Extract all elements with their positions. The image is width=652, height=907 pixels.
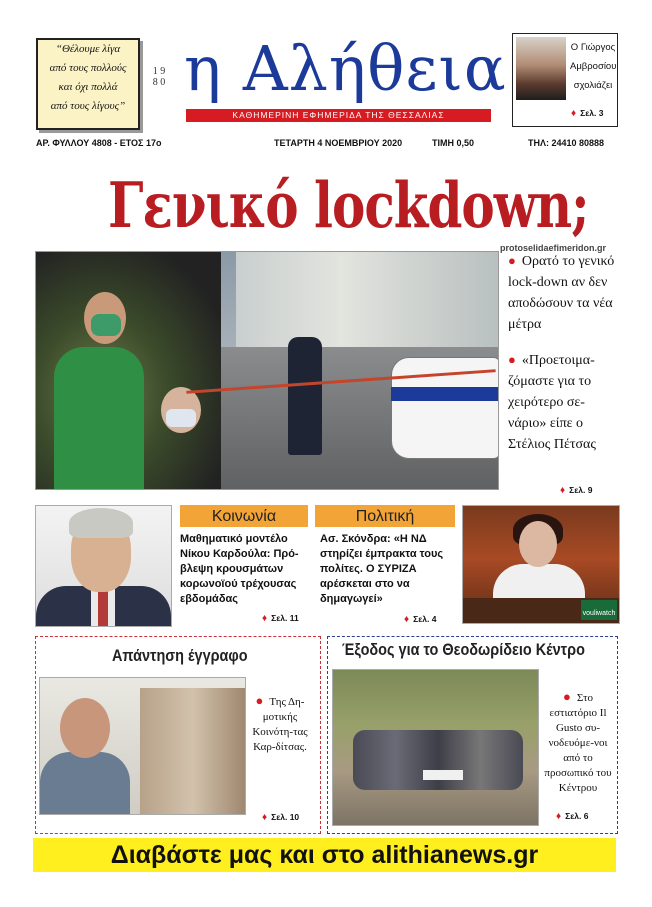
box-title: Έξοδος για το Θεοδωρίδειο Κέντρο bbox=[342, 640, 585, 659]
box-bullet bbox=[542, 689, 614, 796]
photo-police-officer bbox=[288, 337, 322, 455]
photo-mask bbox=[166, 409, 196, 427]
photo-hair bbox=[69, 508, 133, 538]
lead-bullet-text: Ορατό το γενικό lock-down αν δεν αποδώσουν τα νέα μέτρα bbox=[508, 254, 615, 332]
diamond-icon: ♦ bbox=[262, 613, 268, 624]
diamond-icon: ♦ bbox=[560, 485, 566, 496]
society-text[interactable]: Μαθηματικό μοντέλο Νίκου Καρδούλα: Πρό-βλεψη κρουσμάτων κορωνοϊού τρέχουσας εβδομάδας bbox=[180, 533, 299, 605]
diamond-icon: ♦ bbox=[556, 811, 562, 822]
photo-body bbox=[40, 752, 130, 814]
motto-line: “Θέλουμε λίγα bbox=[55, 43, 121, 55]
photo-mask bbox=[91, 314, 121, 336]
photo-buildings bbox=[236, 252, 498, 347]
issue-date: ΤΕΤΑΡΤΗ 4 ΝΟΕΜΒΡΙΟΥ 2020 bbox=[274, 138, 403, 148]
diamond-icon: ♦ bbox=[404, 614, 410, 625]
columnist-text bbox=[570, 38, 616, 95]
bullet-icon: ● bbox=[563, 689, 571, 704]
issue-price: ΤΙΜΗ 0,50 bbox=[432, 138, 475, 148]
motto-box bbox=[36, 38, 140, 130]
society-page-ref[interactable] bbox=[262, 613, 299, 624]
box-photo bbox=[332, 669, 539, 826]
bullet-icon: ● bbox=[255, 693, 264, 708]
photo-face bbox=[519, 521, 557, 567]
photo-face bbox=[60, 698, 110, 758]
lead-bullet bbox=[508, 349, 618, 455]
page-ref-text: Σελ. 11 bbox=[271, 613, 299, 623]
watermark: protoselidaefimeridon.gr bbox=[500, 243, 607, 253]
skondra-photo[interactable] bbox=[462, 505, 620, 624]
story-box-outing[interactable] bbox=[327, 636, 618, 834]
box-photo bbox=[39, 677, 246, 815]
photo-tie bbox=[98, 590, 108, 627]
columnist-photo bbox=[516, 37, 566, 100]
bullet-icon: ● bbox=[508, 253, 516, 268]
founding-year: 1 9 8 0 bbox=[152, 66, 166, 88]
box-page-ref[interactable] bbox=[556, 811, 588, 822]
motto-line: από τους λίγους” bbox=[50, 100, 126, 112]
story-box-document[interactable] bbox=[35, 636, 321, 834]
diamond-icon: ♦ bbox=[262, 812, 268, 823]
photo-group bbox=[353, 730, 523, 790]
diamond-icon: ♦ bbox=[571, 108, 577, 119]
box-bullet-text: Στο εστιατόριο Il Gusto συ-νοδευόμε-νοι από το προσωπικό του Κέντρου bbox=[544, 692, 612, 794]
phone-number: ΤΗΛ: 24410 80888 bbox=[528, 138, 605, 148]
main-headline[interactable]: Γενικό lockdown; bbox=[108, 168, 589, 242]
columnist-line: Ο Γιώργος bbox=[570, 42, 616, 53]
bullet-icon: ● bbox=[508, 352, 516, 367]
columnist-page-ref[interactable] bbox=[571, 108, 603, 119]
columnist-line: σχολιάζει bbox=[573, 80, 613, 91]
box-bullet bbox=[248, 693, 312, 755]
politics-page-ref[interactable] bbox=[404, 614, 436, 625]
box-title: Απάντηση έγγραφο bbox=[112, 646, 248, 665]
motto-line: από τους πολλούς bbox=[49, 62, 127, 74]
box-page-ref[interactable] bbox=[262, 812, 299, 823]
page-ref-text: Σελ. 9 bbox=[569, 485, 593, 495]
box-bullet-text: Της Δη-μοτικής Κοινότη-τας Καρ-δίτσας. bbox=[252, 696, 308, 753]
website-banner[interactable]: Διαβάστε μας και στο alithianews.gr bbox=[33, 838, 616, 872]
issue-number: ΑΡ. ΦΥΛΛΟΥ 4808 - ΕΤΟΣ 17ο bbox=[36, 138, 162, 148]
logo-tagline: ΚΑΘΗΜΕΡΙΝΗ ΕΦΗΜΕΡΙΔΑ ΤΗΣ ΘΕΣΣΑΛΙΑΣ bbox=[186, 109, 491, 122]
kardoulas-photo[interactable] bbox=[35, 505, 172, 627]
photo-green-coat bbox=[54, 347, 144, 489]
lead-bullet bbox=[508, 250, 618, 335]
page-ref-text: Σελ. 3 bbox=[580, 108, 604, 118]
page-ref-text: Σελ. 10 bbox=[271, 812, 300, 822]
columnist-line: Αμβροσίου bbox=[570, 61, 617, 72]
photo-table bbox=[423, 770, 463, 780]
section-politics[interactable]: Πολιτική bbox=[315, 505, 455, 527]
lead-bullets bbox=[508, 250, 618, 469]
columnist-box[interactable] bbox=[512, 33, 618, 127]
photo-car-stripe bbox=[391, 387, 498, 401]
politics-text[interactable]: Ασ. Σκόνδρα: «Η ΝΔ στηρίζει έμπρακτα τους πολίτες. Ο ΣΥΡΙΖΑ αρέσκεται στο να δημαγωγεί» bbox=[320, 533, 444, 605]
section-society[interactable]: Κοινωνία bbox=[180, 505, 308, 527]
logo-title: η Αλήθεια bbox=[184, 32, 507, 105]
lead-bullet-text: «Προετοιμα-ζόμαστε για το χειρότερο σε-νάριο» είπε ο Στέλιος Πέτσας bbox=[508, 353, 596, 452]
page-ref-text: Σελ. 4 bbox=[413, 614, 437, 624]
newspaper-logo[interactable] bbox=[152, 32, 507, 126]
page-ref-text: Σελ. 6 bbox=[565, 811, 589, 821]
vouliwatch-logo: vouliwatch bbox=[581, 600, 617, 620]
lead-page-ref[interactable] bbox=[560, 485, 592, 496]
lead-photo[interactable] bbox=[35, 251, 499, 490]
photo-building bbox=[140, 688, 245, 814]
motto-line: και όχι πολλά bbox=[58, 81, 118, 93]
